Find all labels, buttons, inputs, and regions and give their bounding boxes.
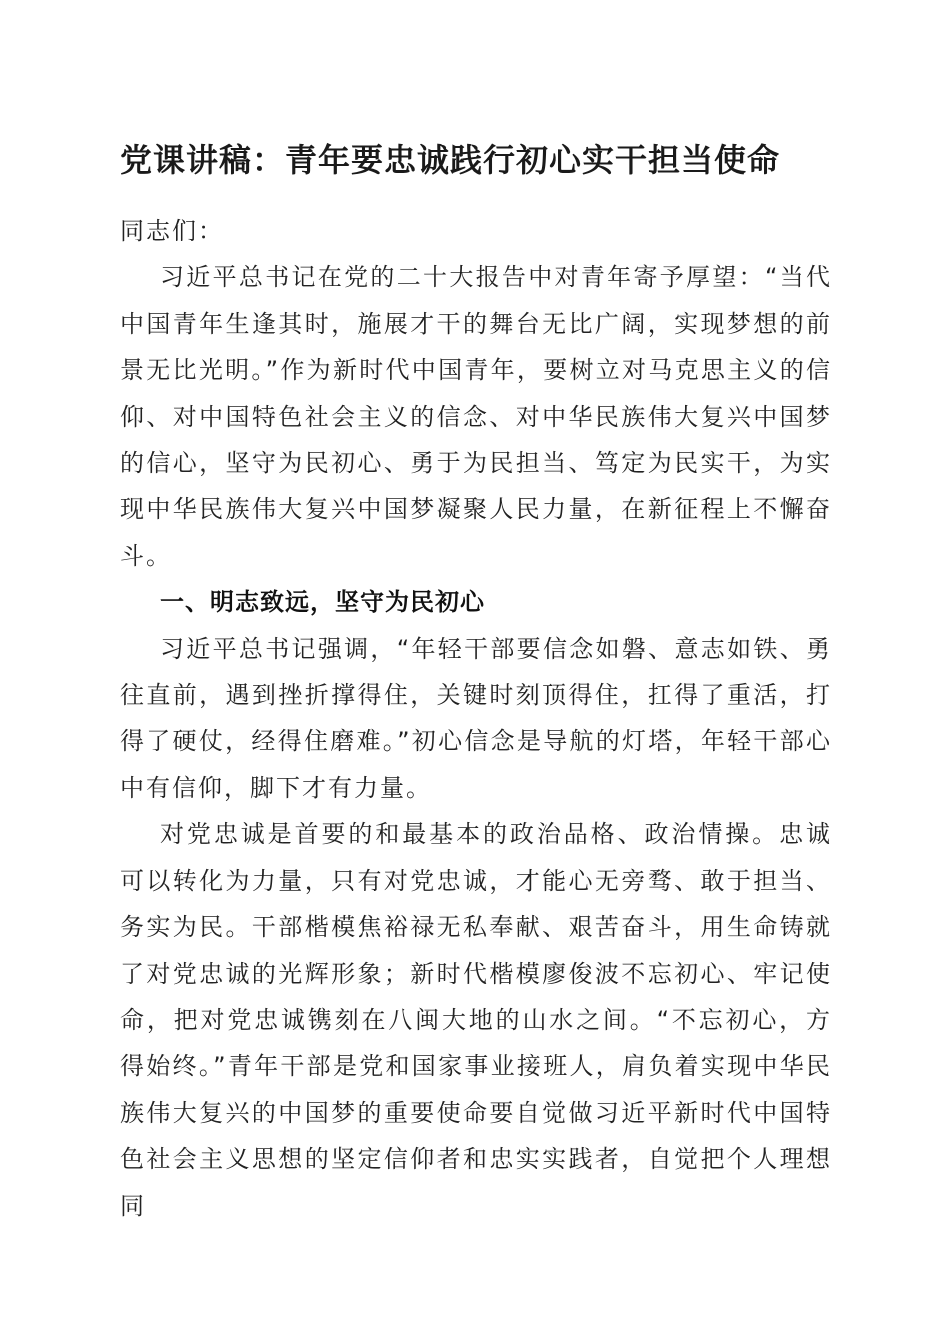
paragraph-intro: 习近平总书记在党的二十大报告中对青年寄予厚望：“当代中国青年生逢其时，施展才干的舞台无比广阔，实现梦想的前景无比光明。”作为新时代中国青年，要树立对马克思主义的信仰、对中国特色社会主义的信念、对中华民族伟大复兴中国梦的信心，坚守为民初心、勇于为民担当、笃定为民实干，为实现中华民族伟大复兴中国梦凝聚人民力量，在新征程上不懈奋斗。 bbox=[120, 263, 832, 570]
paragraph-loyalty: 对党忠诚是首要的和最基本的政治品格、政治情操。忠诚可以转化为力量，只有对党忠诚，才能心无旁骛、敢于担当、务实为民。干部楷模焦裕禄无私奉献、艰苦奋斗，用生命铸就了对党忠诚的光辉形象；新时代楷模廖俊波不忘初心、牢记使命，把对党忠诚镌刻在八闽大地的山水之间。“不忘初心，方得始终。”青年干部是党和国家事业接班人，肩负着实现中华民族伟大复兴的中国梦的重要使命要自觉做习近平新时代中国特色社会主义思想的坚定信仰者和忠实实践者，自觉把个人理想同 bbox=[120, 820, 832, 1220]
salutation: 同志们： bbox=[120, 217, 224, 245]
document-content bbox=[120, 130, 832, 1229]
document-title: 党课讲稿：青年要忠诚践行初心实干担当使命 bbox=[120, 141, 781, 179]
section-heading: 一、明志致远，坚守为民初心 bbox=[160, 588, 485, 617]
paragraph-quote: 习近平总书记强调，“年轻干部要信念如磐、意志如铁、勇往直前，遇到挫折撑得住，关键时刻顶得住，扛得了重活，打得了硬仗，经得住磨难。”初心信念是导航的灯塔，年轻干部心中有信仰，脚下才有力量。 bbox=[120, 634, 832, 802]
document-body bbox=[120, 208, 832, 1229]
